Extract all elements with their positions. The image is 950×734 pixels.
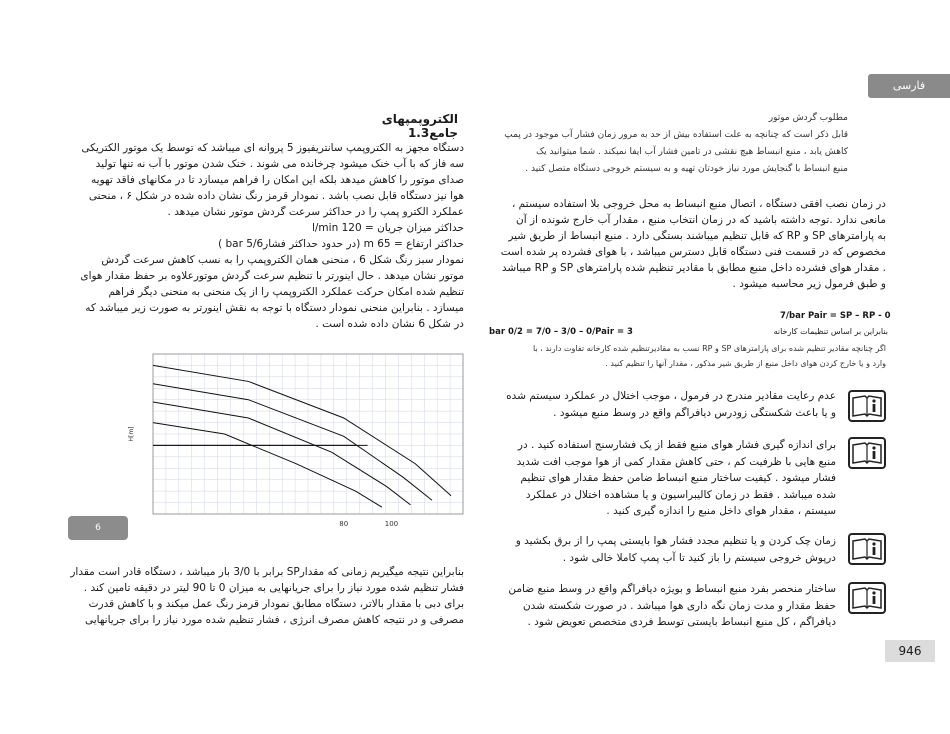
note-2 xyxy=(486,437,836,520)
max-flow-line: حداکثر میزان جریان = 120 l/min xyxy=(311,222,464,234)
text-line: دیافراگم ، کل منبع انبساط بایستی توسط فردی متخصص تعویض شود . xyxy=(527,616,836,628)
text-line: در زمان نصب افقی دستگاه ، اتصال منبع انبساط به محل خروجی بلا استفاده سیستم ، xyxy=(511,198,886,210)
text-line: . مقدار هوای فشرده داخل منبع مطابق با مقادیر تنظیم شده پارامترهای SP و RP میباشد xyxy=(501,262,886,274)
text-line: زمان چک کردن و یا تنظیم مجدد فشار هوا بایستی پمپ را از برق بکشید و xyxy=(515,535,836,547)
text-line: مطلوب گردش موتور xyxy=(768,113,848,123)
text-line: در شکل 6 نشان داده شده است . xyxy=(315,318,464,330)
text-line: مانعی ندارد .توجه داشته باشید که در زمان انتخاب منبع ، مقدار آب خارج شونده از آن xyxy=(516,214,886,226)
text-line: میسازد . بنابراین منحنی نمودار دستگاه با توجه به نقش اینورتر به صورت زیر میباشد که xyxy=(85,302,464,314)
section-number: 1.3 xyxy=(407,126,430,140)
text-line: مصرفی و در نتیجه کاهش مصرف انرژی ، فشار تنظیم شده مورد نیاز را برای جریانهایی xyxy=(84,614,464,626)
small-note xyxy=(486,341,886,371)
text-line: کاهش یابد ، منبع انبساط هیچ نقشی در تامین فشار آب ایفا نمیکند . شما میتوانید یک xyxy=(536,147,848,157)
text-line: برای اندازه گیری فشار هوای منبع فقط از یک فشارسنج استفاده کنید . در xyxy=(517,439,836,451)
text-line: و یا باعث شکستگی زودرس دیافراگم واقع در وسط منبع میشود . xyxy=(553,406,836,419)
series-line xyxy=(153,423,382,508)
text-line: مخصوص که در قسمت فنی دستگاه قابل دسترس میباشد ، با هوای فشرده پر شده است xyxy=(500,246,886,258)
section-title-text: الکتروپمپهای جامع xyxy=(381,112,458,140)
y-axis-label: H[m] xyxy=(128,426,135,442)
text-line: برای دبی با مقدار بالاتر، دستگاه مطابق نمودار قرمز رنگ عمل میکند و با کاهش قدرت xyxy=(88,598,464,610)
text-line: نمودار سبز رنگ شکل 6 ، منحنی همان الکتروپمپ را به نسب کاهش سرعت گردش xyxy=(101,254,464,266)
pump-curve-chart xyxy=(125,350,470,535)
left-para-1 xyxy=(64,140,464,332)
text-line: قابل ذکر است که چنانچه به علت استفاده بیش از حد به مرور زمان فشار آب موجود در پمپ xyxy=(504,130,848,140)
info-book-icon xyxy=(848,390,886,422)
page-number: 946 xyxy=(885,640,935,662)
text-line: درپوش خروجی سیستم را باز کنید تا آب پمپ کاملا خالی شود . xyxy=(562,551,836,564)
text-line: سه فاز که با آب خنک میشود چرخانده می شوند . خنک شدن موتور با آب نه تنها تولید xyxy=(95,158,464,170)
text-line: بنابراین نتیجه میگیریم زمانی که مقدارSP برابر با 3/0 بار میباشد ، دستگاه قادر است مقدار xyxy=(70,566,464,578)
left-para-3 xyxy=(64,564,464,628)
info-book-icon xyxy=(848,582,886,614)
note-1 xyxy=(486,388,836,421)
x-tick-label: 100 xyxy=(384,520,399,528)
info-book-icon xyxy=(848,533,886,565)
text-line: صدای موتور را کاهش میدهد بلکه این امکان را فراهم میسازد تا در مکانهای فاقد تهویه xyxy=(91,174,464,186)
max-head-line: حداکثر ارتفاع = 65 m (در حدود حداکثر فشار6/bar 5 ) xyxy=(218,238,464,250)
formula-1: 7/bar Pair = SP – RP - 0 xyxy=(780,311,891,321)
text-line: منبع هایی با ظرفیت کم ، حتی کاهش مقدار کمی از هوا موجب افت شدید xyxy=(516,455,836,468)
language-tab[interactable]: فارسی xyxy=(868,74,950,98)
right-para-1 xyxy=(486,196,886,292)
section-title xyxy=(340,112,458,140)
text-line: هوا نیز دستگاه قابل نصب باشد . نمودار قرمز رنگ نشان داده شده در شکل ۶ ، منحنی xyxy=(88,190,464,202)
text-line: سیستم ، مقدار هوای داخل منبع را اندازه گیری کنید . xyxy=(606,505,836,517)
right-intro xyxy=(488,110,848,178)
text-line: عدم رعایت مقادیر مندرج در فرمول ، موجب اختلال در عملکرد سیستم شده xyxy=(506,390,836,402)
text-line: دستگاه مجهز به الکتروپمپ سانتریفیوز 5 پروانه ای میباشد که توسط یک موتور الکتریکی xyxy=(81,142,464,154)
info-book-icon xyxy=(848,437,886,469)
text-line: به پارامترهای SP و RP که قابل تنظیم میباشند بستگی دارد . منبع انبساط از طریق شیر xyxy=(508,230,886,242)
text-line: منبع انبساط با گنجایش مورد نیاز خودتان تهیه و به سیستم خروجی دستگاه متصل کنید . xyxy=(525,164,848,174)
series-line xyxy=(153,365,451,495)
text-line: اگر چنانچه مقادیر تنظیم شده برای پارامترهای SP و RP نسب به مقادیرتنظیم شده کارخانه تفاوت دارند ، با xyxy=(533,344,886,353)
text-line: تنظیم شده امکان حرکت عملکرد الکتروپمپ را از یک منحنی به منحنی دیگر فراهم xyxy=(108,286,464,298)
text-line: وارد و یا خارج کردن هوای داخل منبع از طریق شیر مذکور ، مقدار آنها را تنظیم کنید . xyxy=(605,359,886,368)
text-line: ساختار منحصر بفرد منبع انبساط و بویژه دیافراگم واقع در وسط منبع ضامن xyxy=(508,583,836,595)
text-line: و طبق فرمول زیر محاسبه میشود . xyxy=(732,278,886,290)
text-line: عملکرد الکترو پمپ را در حداکثر سرعت گردش موتور نشان میدهد . xyxy=(167,206,464,218)
note-3 xyxy=(486,533,836,566)
formula-2-label: بنابراین بر اساس تنظیمات کارخانه xyxy=(773,327,888,336)
series-line xyxy=(153,384,432,501)
text-line: فشار تنظیم شده مورد نیاز را برای جریانهایی به میزان 0 تا 90 لیتر در دقیقه تامین کند . xyxy=(83,582,464,594)
figure-label: 6 xyxy=(68,516,128,540)
note-4 xyxy=(486,581,836,631)
text-line: حفظ مقدار و مدت زمان نگه داری هوا میباشد . در صورت شکسته شدن xyxy=(522,599,836,612)
text-line: فشار میشود . کیفیت ساختار منبع انبساط ضامن حفظ مقدار هوای تنظیم xyxy=(520,472,836,484)
text-line: شده میباشد . فقط در زمان کالیبراسیون و یا مشاهده اختلال در عملکرد xyxy=(525,488,836,501)
x-tick-label: 80 xyxy=(339,520,349,528)
text-line: موتور نشان میدهد . حال اینورتر با تنظیم سرعت گردش موتورعلاوه بر حفظ مقدار هوای xyxy=(80,270,464,282)
formula-2: bar 0/2 = 7/0 – 3/0 – 0/Pair = 3 xyxy=(489,327,633,337)
